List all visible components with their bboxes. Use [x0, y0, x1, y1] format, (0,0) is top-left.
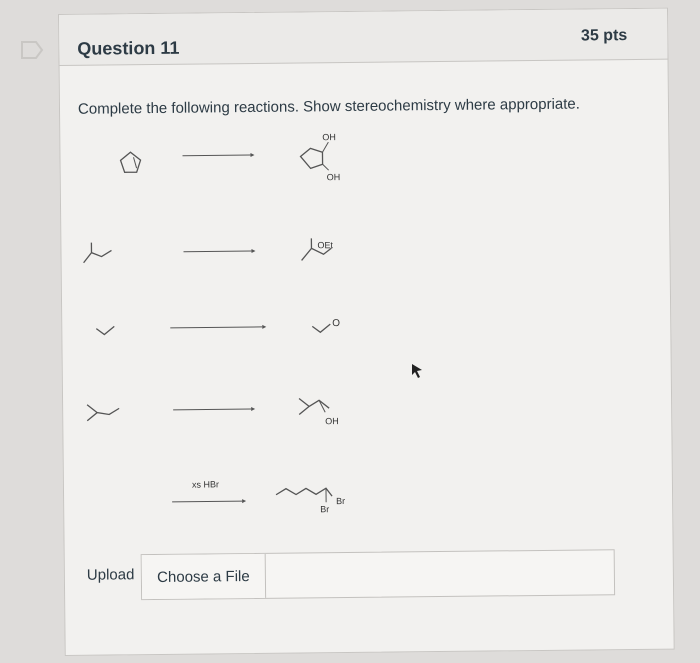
reaction-row-4 — [87, 398, 339, 429]
question-points: 35 pts — [580, 27, 628, 45]
question-header — [59, 9, 668, 66]
alkene-structure-2 — [83, 242, 111, 262]
question-title: Question 11 — [77, 37, 180, 59]
product-1-label-a: OH — [322, 132, 336, 143]
reaction-arrow-4 — [173, 409, 251, 410]
reaction-row-1 — [120, 132, 340, 184]
reaction-row-2 — [83, 238, 333, 263]
product-2-label: OEt — [317, 240, 334, 251]
reaction-row-3 — [96, 318, 340, 335]
ketone-product-structure — [312, 324, 330, 332]
product-1-label-b: OH — [326, 172, 341, 183]
question-prompt: Complete the following reactions. Show stereochemistry where appropriate. — [77, 95, 580, 118]
cyclopentene-structure — [120, 152, 140, 172]
product-3-label: O — [332, 318, 341, 330]
file-upload-field[interactable] — [141, 549, 615, 600]
reaction-arrow-2 — [183, 251, 251, 252]
mouse-pointer-icon — [410, 362, 424, 380]
question-card — [58, 8, 675, 656]
reaction-arrow-1 — [182, 155, 250, 156]
reaction-scheme — [60, 127, 672, 533]
alkene-structure-4 — [87, 404, 119, 420]
product-5-label-a: Br — [336, 496, 346, 507]
reaction-arrow-5 — [172, 501, 242, 502]
bookmark-icon[interactable] — [20, 40, 46, 60]
dibromide-product-structure — [276, 488, 332, 497]
reaction-arrow-3 — [170, 327, 262, 328]
product-5-label-b: Br — [320, 504, 330, 515]
choose-file-button[interactable]: Choose a File — [142, 554, 266, 599]
upload-label: Upload — [86, 566, 135, 584]
alkene-structure-3 — [96, 326, 114, 334]
reaction-row-5 — [172, 478, 345, 516]
reagent-label: xs HBr — [191, 479, 219, 490]
cyclopentanediol-structure — [300, 148, 322, 168]
product-4-label: OH — [325, 416, 339, 427]
